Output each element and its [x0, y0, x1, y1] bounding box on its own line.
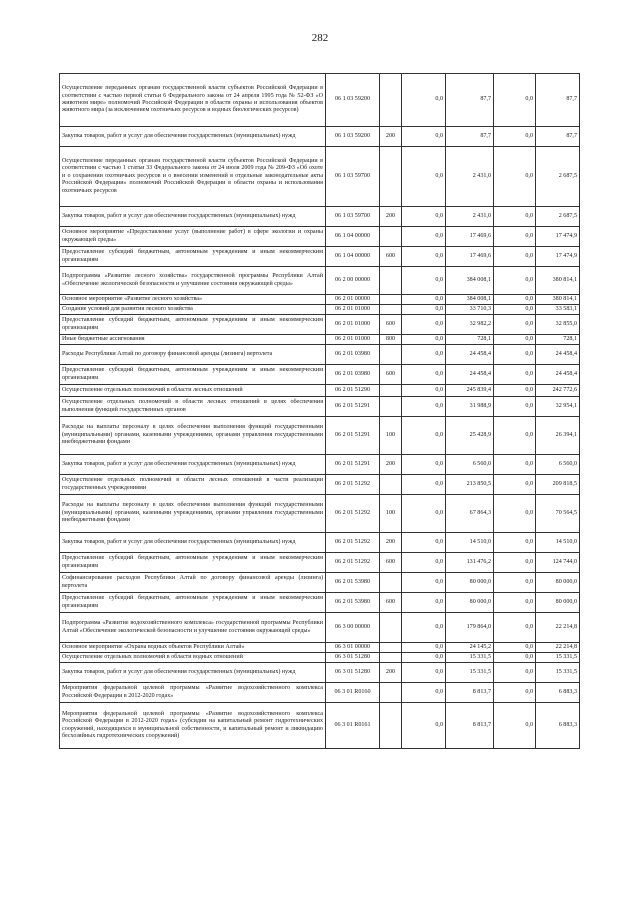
- row-code: 06 1 03 59700: [326, 207, 380, 227]
- row-value-3: 0,0: [494, 74, 536, 127]
- row-value-2: 80 000,0: [446, 573, 494, 593]
- row-code: 06 2 01 03980: [326, 345, 380, 365]
- row-value-3: 0,0: [494, 315, 536, 335]
- row-value-4: 2 687,5: [536, 207, 580, 227]
- row-name: Подпрограмма «Развитие лесного хозяйства» государственной программы Республики Алтай «Обеспечение экологической безопасности и улучшение состояния окружающей среды»: [60, 267, 326, 295]
- row-value-3: 0,0: [494, 335, 536, 345]
- row-value-2: 2 431,0: [446, 207, 494, 227]
- row-vr-code: 600: [380, 247, 402, 267]
- table-row: [60, 267, 580, 295]
- row-value-1: 0,0: [402, 74, 446, 127]
- row-code: 06 3 01 00000: [326, 643, 380, 653]
- row-value-4: 80 000,0: [536, 593, 580, 613]
- row-vr-code: [380, 703, 402, 749]
- row-name: Закупка товаров, работ и услуг для обеспечения государственных (муниципальных) нужд: [60, 663, 326, 683]
- row-value-2: 15 331,5: [446, 653, 494, 663]
- row-value-3: 0,0: [494, 643, 536, 653]
- row-value-2: 24 458,4: [446, 345, 494, 365]
- row-name: Осуществление отдельных полномочий в области лесных отношений в целях обеспечения выполнения функций государственных органов: [60, 397, 326, 417]
- row-value-2: 24 145,2: [446, 643, 494, 653]
- row-value-1: 0,0: [402, 305, 446, 315]
- row-vr-code: 600: [380, 553, 402, 573]
- row-value-3: 0,0: [494, 663, 536, 683]
- row-value-2: 179 864,0: [446, 613, 494, 643]
- row-value-2: 17 469,6: [446, 227, 494, 247]
- row-code: 06 2 01 51291: [326, 417, 380, 455]
- row-value-3: 0,0: [494, 475, 536, 495]
- row-name: Осуществление отдельных полномочий в области лесных отношений: [60, 385, 326, 397]
- row-value-4: 242 772,6: [536, 385, 580, 397]
- row-value-4: 22 214,8: [536, 643, 580, 653]
- row-vr-code: [380, 573, 402, 593]
- row-value-2: 87,7: [446, 74, 494, 127]
- table-row: [60, 127, 580, 147]
- row-name: Предоставление субсидий бюджетным, автономным учреждениям и иным некоммерческим организациям: [60, 593, 326, 613]
- row-name: Закупка товаров, работ и услуг для обеспечения государственных (муниципальных) нужд: [60, 455, 326, 475]
- row-vr-code: 200: [380, 533, 402, 553]
- row-value-4: 17 474,9: [536, 247, 580, 267]
- row-vr-code: [380, 643, 402, 653]
- row-vr-code: [380, 305, 402, 315]
- row-value-1: 0,0: [402, 703, 446, 749]
- row-value-2: 2 431,0: [446, 147, 494, 207]
- table-row: [60, 147, 580, 207]
- table-row: [60, 495, 580, 533]
- row-value-1: 0,0: [402, 573, 446, 593]
- row-value-1: 0,0: [402, 207, 446, 227]
- row-vr-code: 200: [380, 127, 402, 147]
- row-value-2: 87,7: [446, 127, 494, 147]
- row-value-3: 0,0: [494, 295, 536, 305]
- table-row: [60, 315, 580, 335]
- row-code: 06 3 01 R0160: [326, 683, 380, 703]
- row-value-1: 0,0: [402, 267, 446, 295]
- row-code: 06 3 01 R0161: [326, 703, 380, 749]
- row-value-4: 2 687,5: [536, 147, 580, 207]
- row-code: 06 2 01 01000: [326, 335, 380, 345]
- row-vr-code: [380, 613, 402, 643]
- row-value-4: 6 883,3: [536, 683, 580, 703]
- row-value-2: 6 560,0: [446, 455, 494, 475]
- table-row: [60, 683, 580, 703]
- row-value-4: 33 583,1: [536, 305, 580, 315]
- row-value-2: 14 510,0: [446, 533, 494, 553]
- row-value-4: 24 458,4: [536, 365, 580, 385]
- row-name: Закупка товаров, работ и услуг для обеспечения государственных (муниципальных) нужд: [60, 533, 326, 553]
- table-row: [60, 385, 580, 397]
- row-value-4: 70 564,5: [536, 495, 580, 533]
- row-code: 06 2 01 51290: [326, 385, 380, 397]
- row-value-1: 0,0: [402, 683, 446, 703]
- table-row: [60, 703, 580, 749]
- row-value-1: 0,0: [402, 147, 446, 207]
- row-name: Осуществление отдельных полномочий в области водных отношений: [60, 653, 326, 663]
- row-value-3: 0,0: [494, 703, 536, 749]
- row-value-1: 0,0: [402, 663, 446, 683]
- row-name: Софинансирование расходов Республики Алтай по договору финансовой аренды (лизинга) вертолета: [60, 573, 326, 593]
- table-row: [60, 417, 580, 455]
- row-code: 06 2 01 51291: [326, 397, 380, 417]
- row-value-3: 0,0: [494, 227, 536, 247]
- row-value-2: 384 008,1: [446, 295, 494, 305]
- row-vr-code: [380, 653, 402, 663]
- row-value-2: 15 331,5: [446, 663, 494, 683]
- table-row: [60, 227, 580, 247]
- row-value-4: 26 394,1: [536, 417, 580, 455]
- table-row: [60, 455, 580, 475]
- row-value-4: 15 331,5: [536, 663, 580, 683]
- row-vr-code: [380, 345, 402, 365]
- row-vr-code: 200: [380, 663, 402, 683]
- row-value-1: 0,0: [402, 475, 446, 495]
- table-row: [60, 533, 580, 553]
- row-code: 06 1 03 59200: [326, 127, 380, 147]
- row-name: Расходы на выплаты персоналу в целях обеспечения выполнения функций государственными (муниципальными) органами, казенными учреждениями, органами управления государственными внебюджетными фондами: [60, 495, 326, 533]
- row-vr-code: [380, 147, 402, 207]
- row-value-4: 124 744,0: [536, 553, 580, 573]
- row-vr-code: [380, 397, 402, 417]
- row-name: Предоставление субсидий бюджетным, автономным учреждениям и иным некоммерческим организациям: [60, 365, 326, 385]
- row-value-3: 0,0: [494, 385, 536, 397]
- row-value-3: 0,0: [494, 653, 536, 663]
- row-value-1: 0,0: [402, 335, 446, 345]
- row-value-1: 0,0: [402, 345, 446, 365]
- row-value-4: 17 474,9: [536, 227, 580, 247]
- row-value-3: 0,0: [494, 267, 536, 295]
- row-vr-code: 800: [380, 335, 402, 345]
- row-value-1: 0,0: [402, 643, 446, 653]
- row-value-1: 0,0: [402, 533, 446, 553]
- row-value-2: 67 864,3: [446, 495, 494, 533]
- row-code: 06 2 01 01000: [326, 315, 380, 335]
- row-name: Осуществление переданных органам государственной власти субъектов Российской Федерации в соответствии с частью первой статьи 6 Федерального закона от 24 апреля 1995 года № 52-ФЗ «О животном мире» полномочий Российской Федерации в области охраны и использования объектов животного мира (за исключением охотничьих ресурсов и водных биологических ресурсов): [60, 74, 326, 127]
- row-name: Расходы на выплаты персоналу в целях обеспечения выполнения функций государственными (муниципальными) органами, казенными учреждениями, органами управления государственными внебюджетными фондами: [60, 417, 326, 455]
- row-code: 06 2 01 51292: [326, 495, 380, 533]
- row-value-2: 25 428,9: [446, 417, 494, 455]
- row-value-2: 8 813,7: [446, 683, 494, 703]
- row-name: Расходы Республики Алтай по договору финансовой аренды (лизинга) вертолета: [60, 345, 326, 365]
- row-name: Мероприятия федеральной целевой программы «Развитие водохозяйственного комплекса Российской Федерации в 2012-2020 годах» (субсидии на капитальный ремонт гидротехнических сооружений, находящихся в муниципальной собственности, и капитальный ремонт и ликвидацию бесхозяйных гидротехнических сооружений): [60, 703, 326, 749]
- row-code: 06 2 01 51291: [326, 455, 380, 475]
- row-name: Осуществление отдельных полномочий в области лесных отношений в части реализации государственных учреждениями: [60, 475, 326, 495]
- row-value-1: 0,0: [402, 247, 446, 267]
- row-value-1: 0,0: [402, 365, 446, 385]
- row-value-3: 0,0: [494, 683, 536, 703]
- row-vr-code: 200: [380, 207, 402, 227]
- row-value-4: 6 883,3: [536, 703, 580, 749]
- row-vr-code: [380, 227, 402, 247]
- row-value-1: 0,0: [402, 227, 446, 247]
- table-row: [60, 74, 580, 127]
- row-value-4: 87,7: [536, 74, 580, 127]
- table-row: [60, 593, 580, 613]
- table-row: [60, 553, 580, 573]
- row-name: Основное мероприятие «Предоставление услуг (выполнение работ) в сфере экологии и охраны окружающей среды»: [60, 227, 326, 247]
- row-value-1: 0,0: [402, 553, 446, 573]
- table-row: [60, 295, 580, 305]
- row-code: 06 1 04 00000: [326, 227, 380, 247]
- row-value-3: 0,0: [494, 495, 536, 533]
- row-value-3: 0,0: [494, 207, 536, 227]
- table-row: [60, 247, 580, 267]
- row-value-2: 31 988,9: [446, 397, 494, 417]
- row-value-4: 22 214,8: [536, 613, 580, 643]
- row-name: Закупка товаров, работ и услуг для обеспечения государственных (муниципальных) нужд: [60, 207, 326, 227]
- row-value-1: 0,0: [402, 455, 446, 475]
- row-code: 06 2 01 53980: [326, 593, 380, 613]
- row-name: Предоставление субсидий бюджетным, автономным учреждениям и иным некоммерческим организациям: [60, 553, 326, 573]
- row-value-2: 131 476,2: [446, 553, 494, 573]
- table-row: [60, 475, 580, 495]
- row-code: 06 1 03 59700: [326, 147, 380, 207]
- table-row: [60, 573, 580, 593]
- row-value-4: 32 855,0: [536, 315, 580, 335]
- row-value-4: 380 814,1: [536, 267, 580, 295]
- row-vr-code: [380, 74, 402, 127]
- row-value-1: 0,0: [402, 397, 446, 417]
- row-value-2: 17 469,6: [446, 247, 494, 267]
- row-value-1: 0,0: [402, 653, 446, 663]
- row-value-3: 0,0: [494, 553, 536, 573]
- row-value-2: 24 458,4: [446, 365, 494, 385]
- row-code: 06 2 01 03980: [326, 365, 380, 385]
- row-name: Осуществление переданных органам государственной власти субъектов Российской Федерации в соответствии с частью 1 статьи 33 Федерального закона от 24 июля 2009 года № 209-ФЗ «Об охоте и о сохранении охотничьих ресурсов и о внесении изменений в отдельные законодательные акты Российской Федерации» полномочий Российской Федерации в области охраны и использования охотничьих ресурсов: [60, 147, 326, 207]
- row-vr-code: [380, 683, 402, 703]
- budget-table: [59, 73, 580, 749]
- row-vr-code: [380, 267, 402, 295]
- table-row: [60, 365, 580, 385]
- row-value-4: 728,1: [536, 335, 580, 345]
- row-value-3: 0,0: [494, 397, 536, 417]
- row-code: 06 1 03 59200: [326, 74, 380, 127]
- row-vr-code: 600: [380, 365, 402, 385]
- row-value-4: 24 458,4: [536, 345, 580, 365]
- row-vr-code: [380, 295, 402, 305]
- table-row: [60, 397, 580, 417]
- table-row: [60, 345, 580, 365]
- row-value-3: 0,0: [494, 365, 536, 385]
- row-value-4: 80 000,0: [536, 573, 580, 593]
- row-value-3: 0,0: [494, 455, 536, 475]
- row-value-2: 728,1: [446, 335, 494, 345]
- table-row: [60, 613, 580, 643]
- row-value-2: 33 710,3: [446, 305, 494, 315]
- row-vr-code: [380, 385, 402, 397]
- row-value-4: 209 818,5: [536, 475, 580, 495]
- row-name: Закупка товаров, работ и услуг для обеспечения государственных (муниципальных) нужд: [60, 127, 326, 147]
- table-row: [60, 653, 580, 663]
- row-value-4: 14 510,0: [536, 533, 580, 553]
- row-name: Иные бюджетные ассигнования: [60, 335, 326, 345]
- row-code: 06 2 01 51292: [326, 475, 380, 495]
- row-name: Создание условий для развития лесного хозяйства: [60, 305, 326, 315]
- row-vr-code: 200: [380, 455, 402, 475]
- row-code: 06 3 01 51280: [326, 663, 380, 683]
- row-value-3: 0,0: [494, 247, 536, 267]
- row-vr-code: 600: [380, 315, 402, 335]
- row-name: Основное мероприятие «Охрана водных объектов Республики Алтай»: [60, 643, 326, 653]
- row-value-3: 0,0: [494, 147, 536, 207]
- row-value-2: 245 839,4: [446, 385, 494, 397]
- row-code: 06 3 00 00000: [326, 613, 380, 643]
- row-value-3: 0,0: [494, 613, 536, 643]
- row-name: Предоставление субсидий бюджетным, автономным учреждениям и иным некоммерческим организациям: [60, 247, 326, 267]
- table-row: [60, 305, 580, 315]
- row-name: Предоставление субсидий бюджетным, автономным учреждениям и иным некоммерческим организациям: [60, 315, 326, 335]
- row-value-1: 0,0: [402, 593, 446, 613]
- row-code: 06 2 00 00000: [326, 267, 380, 295]
- table-row: [60, 643, 580, 653]
- table-row: [60, 335, 580, 345]
- table-row: [60, 207, 580, 227]
- row-value-1: 0,0: [402, 127, 446, 147]
- row-vr-code: 100: [380, 495, 402, 533]
- row-vr-code: 100: [380, 417, 402, 455]
- row-value-1: 0,0: [402, 417, 446, 455]
- row-value-1: 0,0: [402, 613, 446, 643]
- row-code: 06 1 04 00000: [326, 247, 380, 267]
- row-value-1: 0,0: [402, 385, 446, 397]
- table-row: [60, 663, 580, 683]
- row-value-3: 0,0: [494, 533, 536, 553]
- row-name: Мероприятия федеральной целевой программы «Развитие водохозяйственного комплекса Российской Федерации в 2012-2020 годах»: [60, 683, 326, 703]
- row-value-3: 0,0: [494, 345, 536, 365]
- row-code: 06 2 01 01000: [326, 305, 380, 315]
- row-value-4: 32 954,1: [536, 397, 580, 417]
- row-value-1: 0,0: [402, 495, 446, 533]
- row-value-2: 384 008,1: [446, 267, 494, 295]
- row-code: 06 2 01 51292: [326, 533, 380, 553]
- row-value-3: 0,0: [494, 127, 536, 147]
- row-vr-code: 600: [380, 593, 402, 613]
- row-code: 06 3 01 51280: [326, 653, 380, 663]
- row-value-3: 0,0: [494, 593, 536, 613]
- row-value-2: 8 813,7: [446, 703, 494, 749]
- budget-table-body: [60, 74, 580, 749]
- row-value-2: 32 982,2: [446, 315, 494, 335]
- row-value-1: 0,0: [402, 295, 446, 305]
- row-code: 06 2 01 00000: [326, 295, 380, 305]
- row-code: 06 2 01 51292: [326, 553, 380, 573]
- page-number: 282: [311, 32, 329, 44]
- row-value-3: 0,0: [494, 417, 536, 455]
- row-value-3: 0,0: [494, 305, 536, 315]
- row-value-1: 0,0: [402, 315, 446, 335]
- row-name: Основное мероприятие «Развитие лесного хозяйства»: [60, 295, 326, 305]
- row-value-4: 380 814,1: [536, 295, 580, 305]
- row-value-4: 15 331,5: [536, 653, 580, 663]
- row-value-4: 87,7: [536, 127, 580, 147]
- row-vr-code: [380, 475, 402, 495]
- row-name: Подпрограмма «Развитие водохозяйственного комплекса» государственной программы Республики Алтай «Обеспечение экологической безопасности и улучшение состояния окружающей среды»: [60, 613, 326, 643]
- row-value-2: 80 000,0: [446, 593, 494, 613]
- row-value-4: 6 560,0: [536, 455, 580, 475]
- row-value-3: 0,0: [494, 573, 536, 593]
- row-value-2: 213 850,5: [446, 475, 494, 495]
- row-code: 06 2 01 53980: [326, 573, 380, 593]
